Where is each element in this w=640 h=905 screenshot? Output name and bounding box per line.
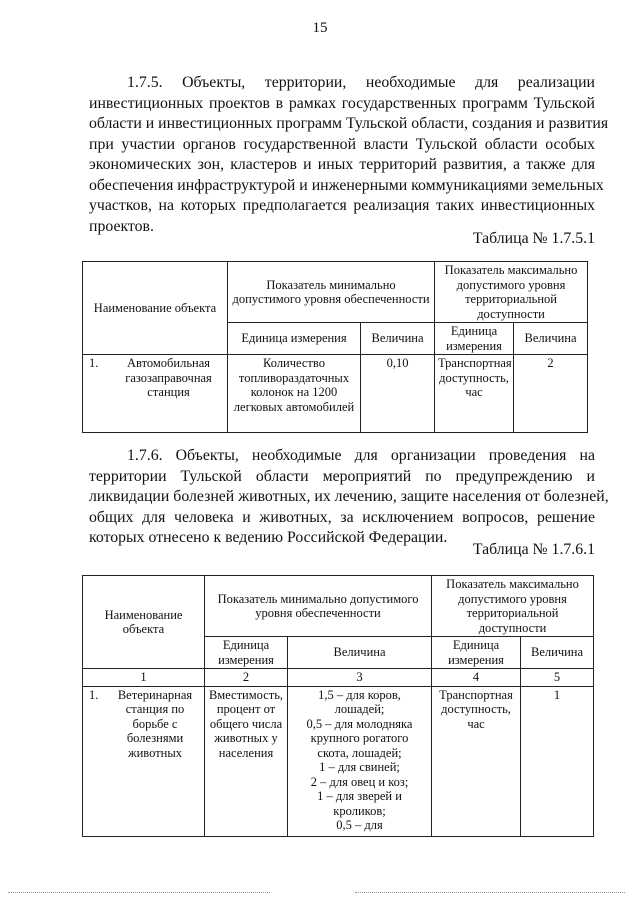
table-caption-1-7-6-1: Таблица № 1.7.6.1 [472,541,595,558]
paragraph-line: области и инвестиционных программ Тульской области, создания и развития [89,115,609,132]
paragraph-line: ликвидации болезней животных, их лечению, защите населения от болезней, [89,488,609,505]
footer-divider-left [8,892,270,893]
column-number-row [83,669,594,687]
min-value-line: 2 – для овец и коз; [310,774,409,789]
header-object-name: Наименование объекта [83,262,228,355]
table-caption-1-7-5-1: Таблица № 1.7.5.1 [472,230,595,247]
object-name: Ветеринарная станция по борьбе с болезнями животных [117,687,193,760]
paragraph-line: экономических зон, кластеров и иных территорий развития, а также для [89,156,595,173]
header-min-value: Величина [288,637,432,669]
min-value-line: 0,5 – для молодняка [306,716,413,731]
column-number: 1 [83,669,205,687]
paragraph-line: общих для человека и животных, за исключением вопросов, решение [89,508,595,526]
min-value-cell [288,686,432,836]
paragraph-line: которых отнесено к ведению Российской Федерации. [89,529,448,546]
table-1-7-6-1 [82,575,594,837]
section-1-7-6-paragraph [89,446,609,549]
footer-divider-right [355,892,625,893]
section-1-7-5-paragraph [89,73,609,237]
column-number: 5 [521,669,594,687]
header-min-group: Показатель минимально допустимого уровня обеспеченности [228,262,435,323]
page-number: 15 [312,20,328,36]
min-value-line: лошадей; [334,702,385,716]
max-value-cell: 2 [514,355,588,433]
min-unit-cell: Вместимость, процент от общего числа животных у населения [205,686,288,836]
paragraph-line: проектов. [89,217,154,235]
max-unit-cell: Транспортная доступность, час [435,355,514,433]
min-value-line: крупного рогатого [310,731,409,745]
header-max-value: Величина [514,323,588,355]
paragraph-line: обеспечения инфраструктурой и инженерными коммуникациями земельных [89,176,604,194]
paragraph-line: 1.7.5. Объекты, территории, необходимые для реализации [127,74,595,91]
paragraph-line: инвестиционных проектов в рамках государственных программ Тульской [89,94,595,112]
row-number: 1. [89,356,99,370]
paragraph-line: территории Тульской области мероприятий по предупреждению и [89,467,595,485]
column-number: 3 [288,669,432,687]
object-name-cell [83,355,228,433]
row-number: 1. [89,687,99,702]
header-max-group: Показатель максимально допустимого уровня территориальной доступности [435,262,588,323]
header-min-unit: Единица измерения [228,323,361,355]
object-name-cell [83,686,205,836]
header-min-group: Показатель минимально допустимого уровня обеспеченности [205,576,432,637]
table-1-7-5-1 [82,261,588,433]
column-number: 4 [432,669,521,687]
min-value-line: кроликов; [333,803,386,818]
min-value-cell: 0,10 [361,355,435,433]
min-value-line: 0,5 – для [336,818,383,832]
header-max-value: Величина [521,637,594,669]
min-value-line: 1,5 – для коров, [318,687,401,702]
paragraph-line: участков, на которых предполагается реализация таких инвестиционных [89,197,595,214]
min-value-line: скота, лошадей; [317,745,402,760]
table-row [83,355,588,433]
table-row [83,686,594,836]
header-max-unit: Единица измерения [432,637,521,669]
max-value-cell: 1 [521,686,594,836]
min-value-line: 1 – для свиней; [319,760,400,774]
min-unit-cell: Количество топливораздаточных колонок на 1200 легковых автомобилей [228,355,361,433]
max-unit-cell: Транспортная доступность, час [432,686,521,836]
header-max-group: Показатель максимально допустимого уровня территориальной доступности [432,576,594,637]
header-object-name: Наименование объекта [83,576,205,669]
header-min-value: Величина [361,323,435,355]
paragraph-line: при участии органов государственной власти Тульской области особых [89,135,595,153]
header-max-unit: Единица измерения [435,323,514,355]
object-name: Автомобильная газозаправочная станция [125,356,212,399]
column-number: 2 [205,669,288,687]
paragraph-line: 1.7.6. Объекты, необходимые для организации проведения на [127,447,595,464]
min-value-line: 1 – для зверей и [317,789,402,803]
header-min-unit: Единица измерения [205,637,288,669]
